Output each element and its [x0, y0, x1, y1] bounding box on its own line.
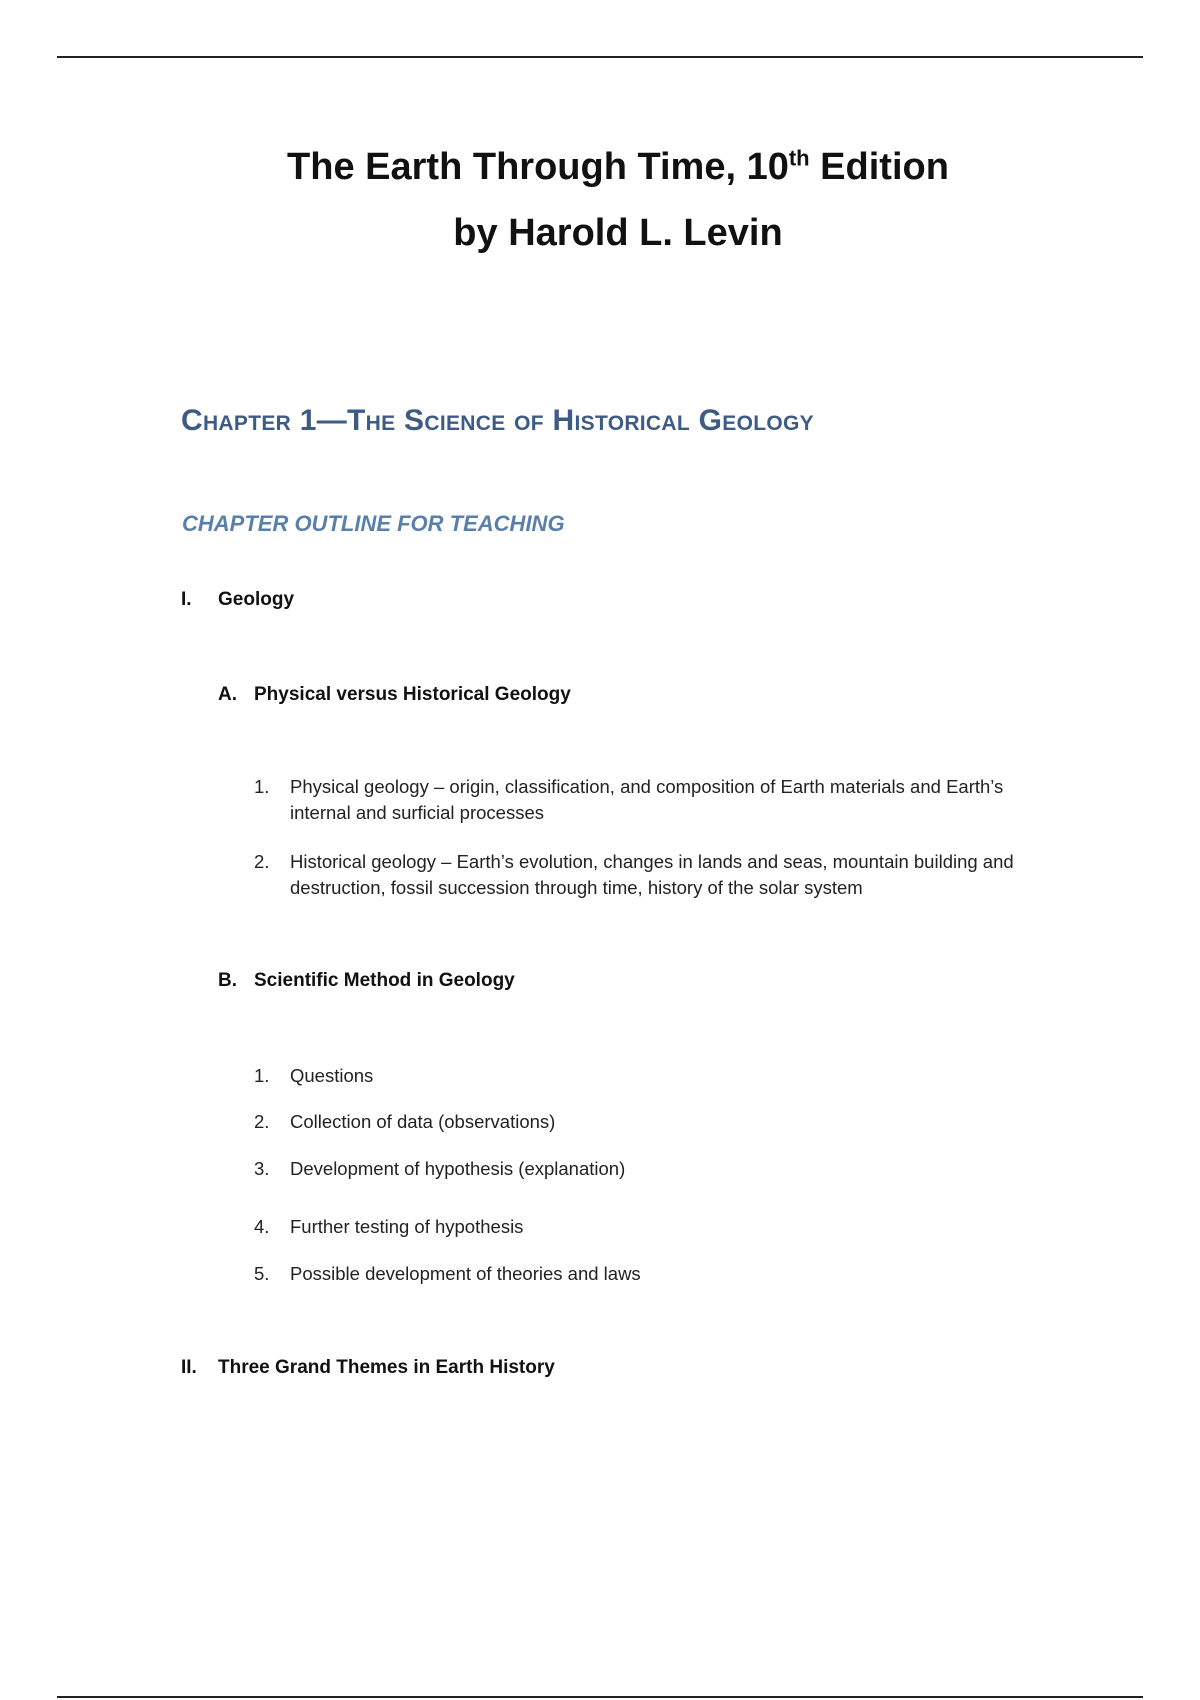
subsection-label: Scientific Method in Geology: [254, 970, 515, 991]
book-author: by Harold L. Levin: [453, 212, 783, 254]
section-number: II.: [181, 1357, 197, 1378]
list-item-number: 5.: [254, 1263, 270, 1284]
list-item-text: Historical geology – Earth’s evolution, changes in lands and seas, mountain building and destruction, fossil succession through time, history of the solar system: [290, 851, 1014, 898]
book-title-superscript: th: [788, 145, 810, 171]
list-item-number: 1.: [254, 776, 270, 797]
section-grand-themes: [181, 1357, 555, 1379]
chapter-heading: Chapter 1—The Science of Historical Geology: [181, 404, 814, 437]
list-item-number: 1.: [254, 1065, 270, 1086]
list-item-text: Collection of data (observations): [290, 1111, 556, 1132]
subsection-scientific-method: [218, 970, 515, 992]
subsection-label: Physical versus Historical Geology: [254, 684, 571, 705]
section-label: Geology: [218, 589, 295, 610]
list-item-number: 3.: [254, 1158, 270, 1179]
outline-label: CHAPTER OUTLINE FOR TEACHING: [182, 511, 565, 536]
list-item-number: 4.: [254, 1216, 270, 1237]
subsection-physical-vs-historical: [218, 684, 571, 706]
list-item: [254, 849, 1054, 901]
list-item: [254, 774, 1054, 826]
list-item: [254, 1109, 1054, 1135]
bottom-rule: [57, 1696, 1143, 1698]
section-number: I.: [181, 589, 192, 610]
list-item: [254, 1156, 1054, 1182]
section-geology: [181, 589, 294, 611]
subsection-letter: B.: [218, 970, 237, 991]
list-item-text: Physical geology – origin, classification, and composition of Earth materials and Earth’s internal and surficial processes: [290, 776, 1004, 823]
list-item-text: Further testing of hypothesis: [290, 1216, 524, 1237]
list-item: [254, 1063, 1054, 1089]
subsection-letter: A.: [218, 684, 237, 705]
list-item-number: 2.: [254, 1111, 270, 1132]
top-rule: [57, 56, 1143, 58]
book-title-end: Edition: [809, 146, 949, 188]
list-item-text: Development of hypothesis (explanation): [290, 1158, 626, 1179]
book-title: [0, 146, 1200, 189]
list-item: [254, 1261, 1054, 1287]
section-label: Three Grand Themes in Earth History: [218, 1357, 555, 1378]
list-item-text: Possible development of theories and laws: [290, 1263, 641, 1284]
list-item-number: 2.: [254, 851, 270, 872]
book-title-main: The Earth Through Time, 10: [287, 146, 789, 188]
list-item: [254, 1214, 1054, 1240]
list-item-text: Questions: [290, 1065, 374, 1086]
